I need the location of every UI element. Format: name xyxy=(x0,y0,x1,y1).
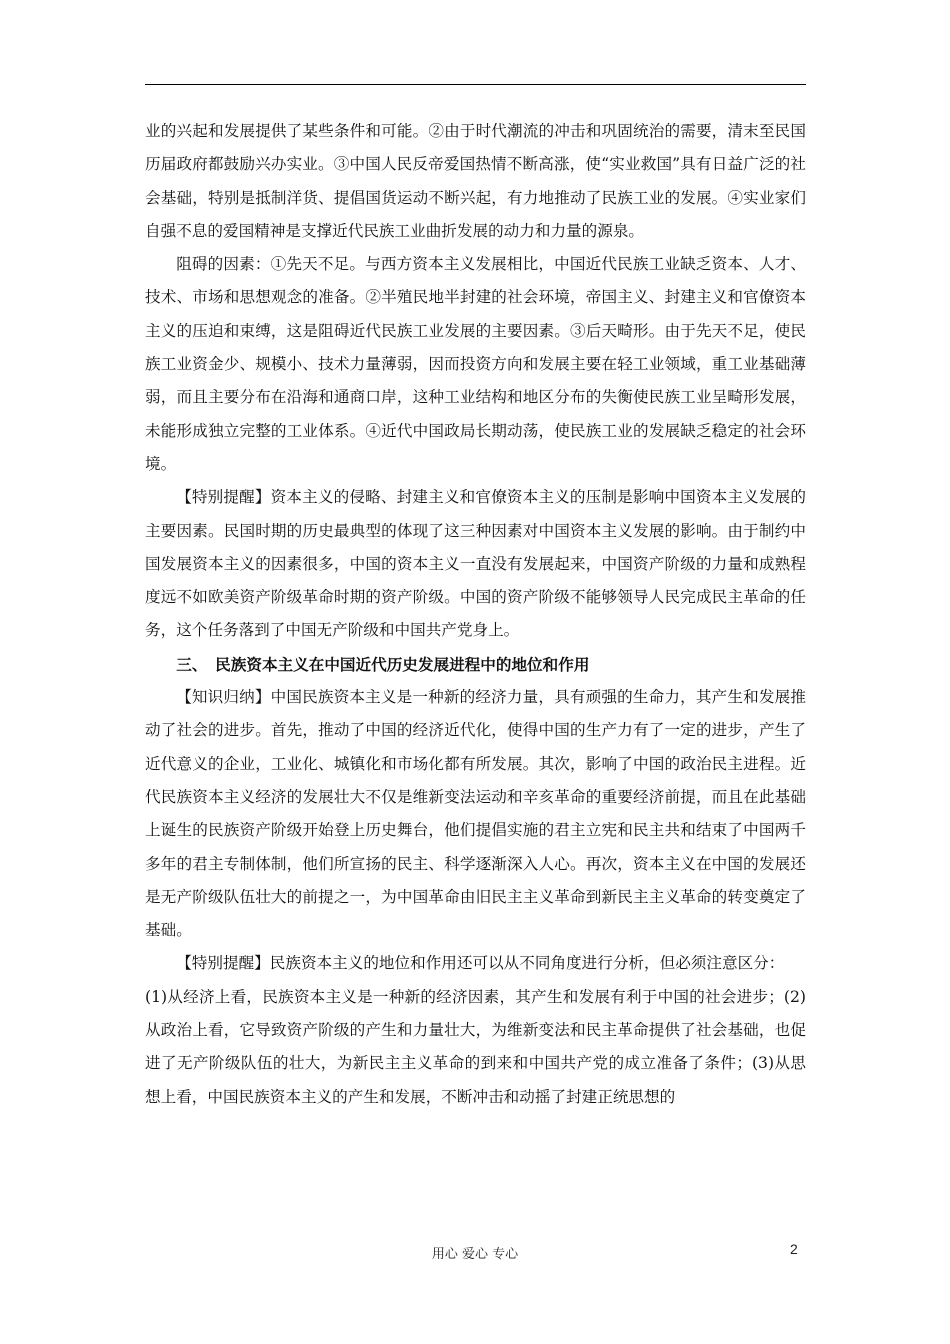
page-number: 2 xyxy=(790,1241,798,1257)
paragraph-perspectives: (1)从经济上看，民族资本主义是一种新的经济因素，其产生和发展有利于中国的社会进步；(2)从政治上看，它导致资产阶级的产生和力量壮大，为维新变法和民主革命提供了社会基础，也促进了无产阶级队伍的壮大，为新民主主义革命的到来和中国共产党的成立准备了条件；(3)从思想上看，中国民族资本主义的产生和发展，不断冲击和动摇了封建正统思想的 xyxy=(145,987,806,1106)
paragraph-knowledge-summary: 【知识归纳】中国民族资本主义是一种新的经济力量，具有顽强的生命力，其产生和发展推动了社会的进步。首先，推动了中国的经济近代化，使得中国的生产力有了一定的进步，产生了近代意义的企业，工业化、城镇化和市场化都有所发展。其次，影响了中国的政治民主进程。近代民族资本主义经济的发展壮大不仅是维新变法运动和辛亥革命的重要经济前提，而且在此基础上诞生的民族资产阶级开始登上历史舞台，他们提倡实施的君主立宪和民主共和结束了中国两千多年的君主专制体制，他们所宣扬的民主、科学逐渐深入人心。再次，资本主义在中国的发展还是无产阶级队伍壮大的前提之一，为中国革命由旧民主主义革命到新民主主义革命的转变奠定了基础。 xyxy=(145,688,806,940)
header-rule xyxy=(145,84,806,85)
footer-slogan: 用心 爱心 专心 xyxy=(431,1247,519,1262)
section-heading-3: 三、 民族资本主义在中国近代历史发展进程中的地位和作用 xyxy=(176,654,590,674)
paragraph-continuation: 业的兴起和发展提供了某些条件和可能。②由于时代潮流的冲击和巩固统治的需要，清末至民国历届政府都鼓励兴办实业。③中国人民反帝爱国热情不断高涨，使“实业救国”具有日益广泛的社会基础，特别是抵制洋货、提倡国货运动不断兴起，有力地推动了民族工业的发展。④实业家们自强不息的爱国精神是支撑近代民族工业曲折发展的动力和力量的源泉。 xyxy=(145,122,806,240)
paragraph-special-reminder-1: 【特别提醒】资本主义的侵略、封建主义和官僚资本主义的压制是影响中国资本主义发展的主要因素。民国时期的历史最典型的体现了这三种因素对中国资本主义发展的影响。由于制约中国发展资本主义的因素很多，中国的资本主义一直没有发展起来，中国资产阶级的力量和成熟程度远不如欧美资产阶级革命时期的资产阶级。中国的资产阶级不能够领导人民完成民主革命的任务，这个任务落到了中国无产阶级和中国共产党身上。 xyxy=(145,488,806,640)
paragraph-obstacles: 阻碍的因素：①先天不足。与西方资本主义发展相比，中国近代民族工业缺乏资本、人才、技术、市场和思想观念的准备。②半殖民地半封建的社会环境，帝国主义、封建主义和官僚资本主义的压迫和束缚，这是阻碍近代民族工业发展的主要因素。③后天畸形。由于先天不足，使民族工业资金少、规模小、技术力量薄弱，因而投资方向和发展主要在轻工业领域，重工业基础薄弱，而且主要分布在沿海和通商口岸，这种工业结构和地区分布的失衡使民族工业呈畸形发展，未能形成独立完整的工业体系。④近代中国政局长期动荡，使民族工业的发展缺乏稳定的社会环境。 xyxy=(145,255,806,473)
paragraph-special-reminder-2: 【特别提醒】民族资本主义的地位和作用还可以从不同角度进行分析，但必须注意区分： xyxy=(176,954,785,973)
body-text xyxy=(145,115,806,1114)
